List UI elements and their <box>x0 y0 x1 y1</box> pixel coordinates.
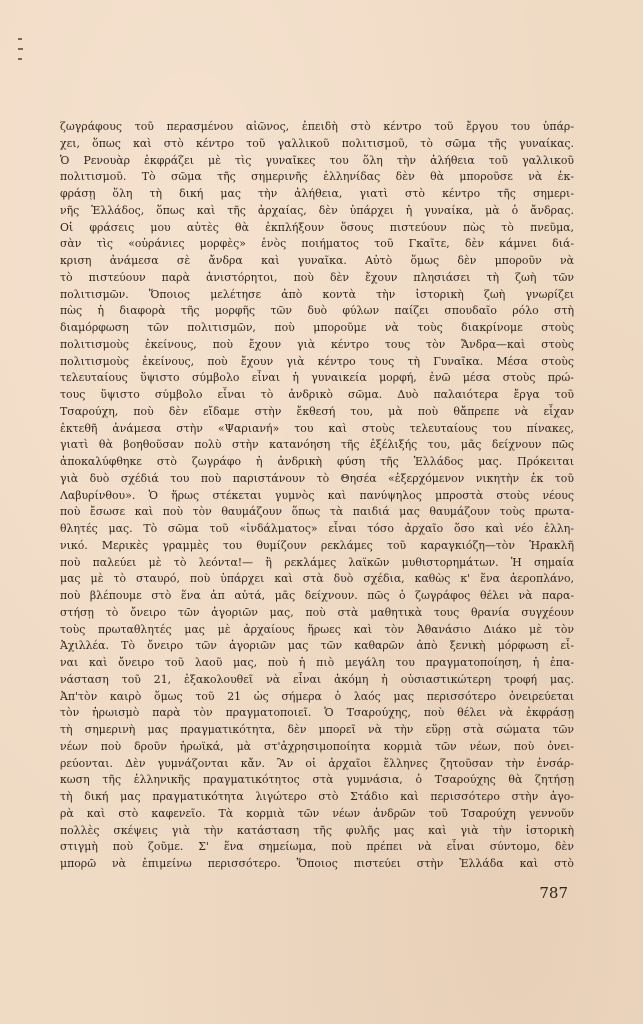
text-line: γιὰ δυὸ σχέδιά του ποὺ παριστάνουν τὸ Θησέα «ἐξερχόμενον νικητὴν ἐκ τοῦ <box>60 471 574 485</box>
text-line: τους ὕψιστο σύμβολο εἶναι τὸ ἀνδρικὸ σῶμα. Δυὸ παλαιότερα ἔργα τοῦ <box>60 388 574 401</box>
text-line: πολλὲς σκέψεις γιὰ τὴν κατάσταση τῆς φυλῆς μας καὶ γιὰ τὴν ἱστορικὴ <box>60 823 574 837</box>
text-line: κριση ἀνάμεσα σὲ ἄνδρα καὶ γυναῖκα. Αὐτὸ ὅμως δὲν μποροῦν νὰ <box>60 254 574 267</box>
text-line: τελευταίους ὕψιστο σύμβολο εἶναι ἡ γυναικεία μορφή, ἐνῶ μέσα στοὺς πρώ- <box>60 371 574 385</box>
text-line: στήσῃ τὸ ὄνειρο τῶν ἀγοριῶν μας, ποὺ στὰ μαθητικὰ τους θρανία συγχέουν <box>60 605 574 619</box>
text-line: πολιτισμοὺς ἐκείνους, ποὺ ἔχουν γιὰ κέντρο τους τὴ Γυναῖκα. Μέσα στοὺς <box>60 354 574 368</box>
text-line: ποὺ βλέπουμε στὸ ἕνα ἀπ αὐτά, μᾶς δείχνουν. πῶς ὁ ζωγράφος θέλει νὰ παρα- <box>60 589 574 602</box>
text-line: ζωγράφους τοῦ περασμένου αἰῶνος, ἐπειδὴ στὸ κέντρο τοῦ ἔργου του ὑπάρ- <box>60 120 574 133</box>
text-line: πολιτισμοὺς ἐκείνους, ποὺ ἔχουν γιὰ κέντρο τους τὸν Ἄνδρα—καὶ στοὺς <box>60 337 574 351</box>
text-line: Λαβυρίνθου». Ὁ ἥρως στέκεται γυμνὸς καὶ πανύψηλος μπροστὰ στοὺς νέους <box>60 488 574 502</box>
text-line: νέων ποὺ δροῦν ἡρωϊκά, μὰ στ'ἀχρησιμοποίητα κορμιὰ τῶν νέων, ποὺ ὀνει- <box>60 739 574 753</box>
text-line: στιγμὴ ποὺ ζοῦμε. Σ' ἕνα σημείωμα, ποὺ πρέπει νὰ εἶναι σύντομο, δὲν <box>60 840 574 854</box>
text-line: Οἱ φράσεις μου αὐτὲς θὰ ἐκπλήξουν ὅσους πιστεύουν πὼς τὸ πνεῦμα, <box>60 220 574 234</box>
text-line: τὸ πιστεύουν παρὰ ἀνιστόρητοι, ποὺ δὲν ἔχουν πλησιάσει τὴ ζωὴ τῶν <box>60 270 574 284</box>
text-line: πολιτισμοῦ. Τὸ σῶμα τῆς σημερινῆς ἑλληνίδας δὲν θὰ μποροῦσε νὰ ἐκ- <box>60 170 574 184</box>
binding-mark <box>18 48 23 50</box>
binding-marks <box>18 34 32 74</box>
text-line: ρεύονται. Δὲν γυμνάζονται κἄν. Ἂν οἱ ἀρχαῖοι ἕλληνες ζητοῦσαν τὴν ἐνσάρ- <box>60 756 574 770</box>
text-line: Ὁ Ρενουὰρ ἐκφράζει μὲ τὶς γυναῖκες του ὅλη τὴν ἀλήθεια τοῦ γαλλικοῦ <box>60 153 574 167</box>
text-line: θλητές μας. Τὸ σῶμα τοῦ «ἰνδάλματος» εἶναι τόσο ἀρχαῖο ὅσο καὶ νέο ἑλλη- <box>60 522 574 535</box>
text-line: ποὺ ἔσωσε καὶ ποὺ τὸν θαυμάζουν ὅπως τὰ παιδιά μας θαυμάζουν τοὺς πρωτα- <box>60 505 574 519</box>
text-line: νῆς Ἑλλάδος, ὅπως καὶ τῆς ἀρχαίας, δὲν ὑπάρχει ἡ γυναίκα, μὰ ὁ ἄνδρας. <box>60 203 574 217</box>
text-line: κωση τῆς ἑλληνικῆς πραγματικότητος στὰ γυμνάσια, ὁ Τσαρούχης θὰ ζητήσῃ <box>60 773 574 787</box>
text-line: Ἀχιλλέα. Τὸ ὄνειρο τῶν ἀγοριῶν μας τῶν καθαρῶν ἀπὸ ξενικὴ μόρφωση εἶ- <box>60 639 574 653</box>
page-number: 787 <box>539 884 568 902</box>
text-line: τοὺς πρωταθλητές μας μὲ ἀρχαίους ἥρωες καὶ τὸν Ἀθανάσιο Διάκο μὲ τὸν <box>60 622 574 636</box>
text-line: ἀποκαλύφθηκε στὸ ζωγράφο ἡ ἀνδρικὴ φύση τῆς Ἑλλάδος μας. Πρόκειται <box>60 455 574 468</box>
binding-mark <box>18 38 22 40</box>
text-line: ναι καὶ ὄνειρο τοῦ λαοῦ μας, ποὺ ἡ πιὸ μεγάλη του πραγματοποίηση, ἡ ἐπα- <box>60 656 574 669</box>
text-line: πολιτισμῶν. Ὅποιος μελέτησε ἀπὸ κοντὰ τὴν ἱστορικὴ ζωὴ γνωρίζει <box>60 287 574 301</box>
text-line: Ἀπ'τὸν καιρὸ ὅμως τοῦ 21 ὡς σήμερα ὁ λαός μας περισσότερο ὀνειρεύεται <box>60 689 574 703</box>
text-line: ρὰ καὶ στὸ καφενεῖο. Τὰ κορμιὰ τῶν νέων ἀνδρῶν τοῦ Τσαρούχη γεννοῦν <box>60 806 574 820</box>
text-line: νικό. Μερικὲς γραμμὲς του θυμίζουν ρεκλάμες τοῦ καραγκιόζη—τὸν Ἡρακλῆ <box>60 538 574 552</box>
text-line: διαμόρφωση τῶν πολιτισμῶν, ποὺ μποροῦμε νὰ τοὺς διακρίνομε στοὺς <box>60 321 574 334</box>
text-line: τὴ δική μας πραγματικότητα λιγώτερο στὸ Στάδιο καὶ περισσότερο στὴν ἀγο- <box>60 790 574 803</box>
text-line: νάσταση τοῦ 21, ἐξακολουθεῖ νὰ εἶναι ἀκόμη ἡ οὐσιαστικώτερη τροφή μας. <box>60 672 574 686</box>
text-line: σὰν τὶς «οὐράνιες μορφὲς» ἑνὸς ποιήματος τοῦ Γκαῖτε, δὲν κάμνει διά- <box>60 237 574 251</box>
text-line: Τσαρούχη, ποὺ δὲν εἴδαμε στὴν ἔκθεσή του, μὰ ποὺ θἄπρεπε νὰ εἶχαν <box>60 404 574 418</box>
text-line: ποὺ παλεύει μὲ τὸ λεόντα!— ἢ ρεκλάμες λαϊκῶν μυθιστορημάτων. Ἡ σημαία <box>60 555 574 569</box>
text-line: φράσῃ ὅλη τὴ δική μας τὴν ἀλήθεια, γιατὶ στὸ κέντρο τῆς σημερι- <box>60 187 574 200</box>
text-line: τὸν ἡρωισμὸ παρὰ τὸν πραγματοποιεῖ. Ὁ Τσαρούχης, ποὺ θέλει νὰ ἐκφράσῃ <box>60 706 574 720</box>
text-line: μας μὲ τὸ σταυρό, ποὺ ὑπάρχει καὶ στὰ δυὸ σχέδια, καθὼς κ' ἕνα ἀεροπλάνο, <box>60 572 574 586</box>
text-line: τὴ σημερινὴ μας πραγματικότητα, δὲν μπορεῖ νὰ τὴν εὕρῃ στὰ σώματα τῶν <box>60 723 574 736</box>
binding-mark <box>18 58 22 60</box>
text-line: μπορῶ νὰ ἐπιμείνω περισσότερο. Ὅποιος πιστεύει στὴν Ἑλλάδα καὶ στὸ <box>60 857 574 870</box>
body-text <box>60 119 574 873</box>
text-line: γιατὶ θὰ βοηθοῦσαν πολὺ στὴν κατανόηση τῆς ἐξέλιξής του, μᾶς δείχνουν πῶς <box>60 438 574 452</box>
text-line: χει, ὅπως καὶ στὸ κέντρο τοῦ γαλλικοῦ πολιτισμοῦ, τὸ σῶμα τῆς γυναίκας. <box>60 136 574 150</box>
text-line: ἐκτεθῆ ἀνάμεσα στὴν «Ψαριανή» του καὶ στοὺς τελευταίους του πίνακες, <box>60 421 574 435</box>
text-line: πὼς ἡ διαφορὰ τῆς μορφῆς τῶν δυὸ φύλων παίζει σπουδαῖο ρόλο στὴ <box>60 304 574 318</box>
